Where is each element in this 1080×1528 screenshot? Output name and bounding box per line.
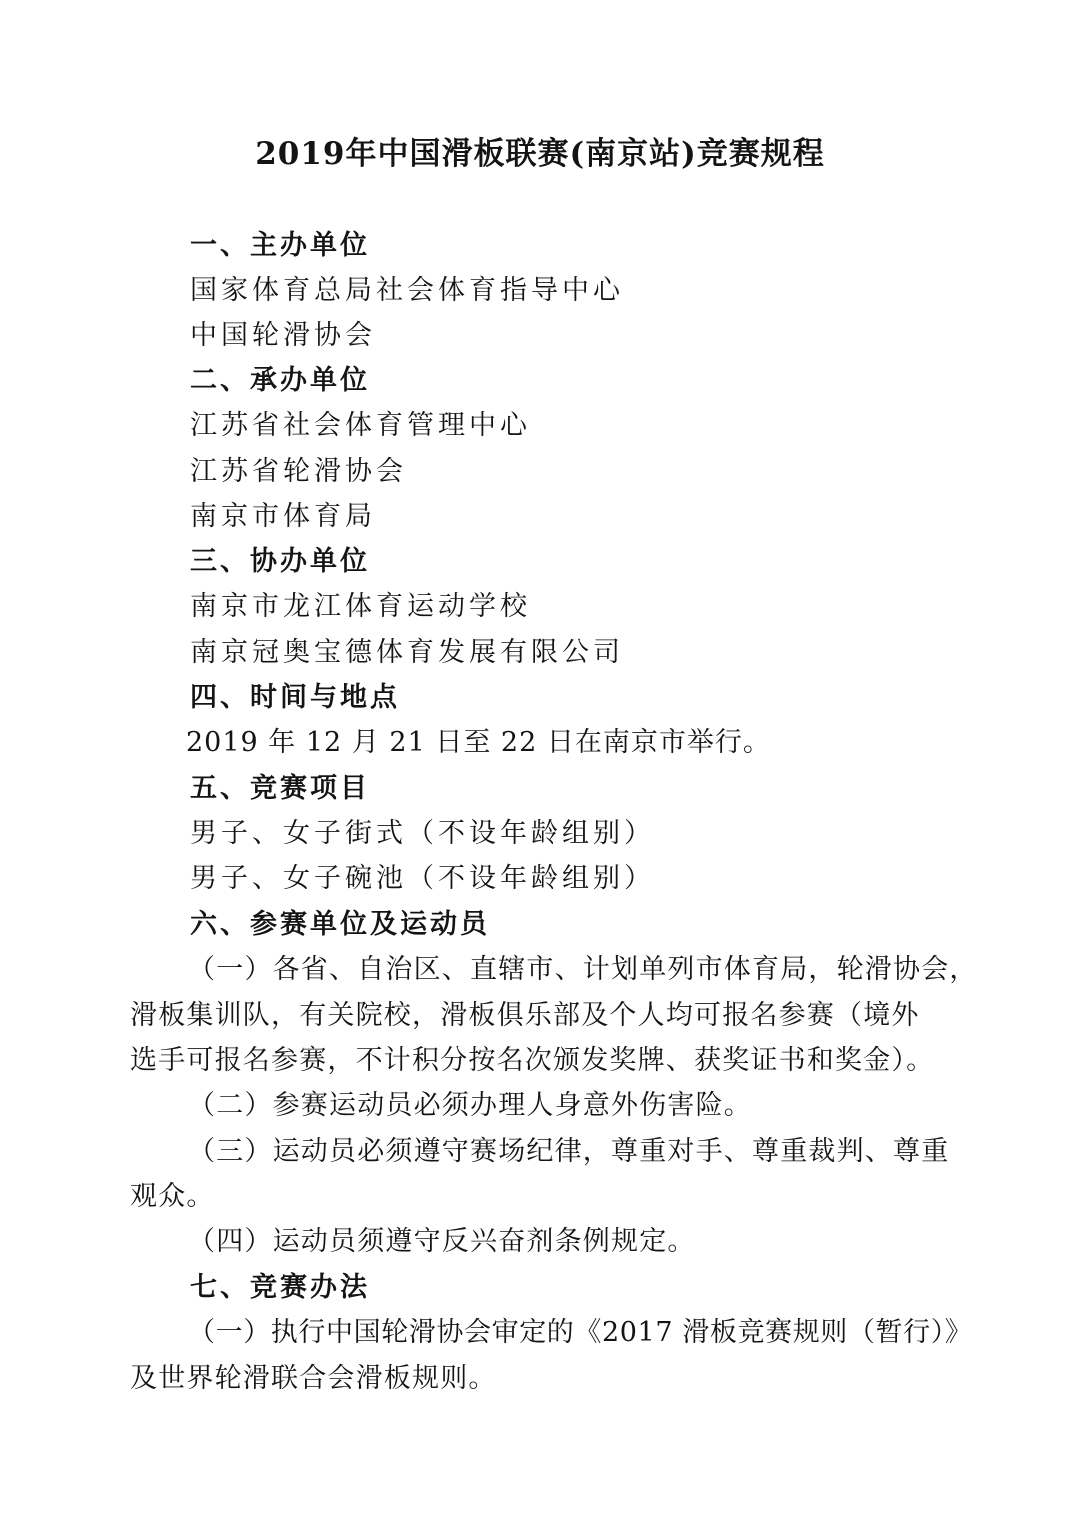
methods-para-1: （一）执行中国轮滑协会审定的《2017 滑板竞赛规则（暂行）》 xyxy=(188,1317,973,1348)
co-organizer-item: 南京冠奥宝德体育发展有限公司 xyxy=(190,637,624,668)
participants-para-2: （二）参赛运动员必须办理人身意外伤害险。 xyxy=(188,1090,752,1121)
section-heading-undertakers: 二、承办单位 xyxy=(190,365,370,396)
undertaker-item: 南京市体育局 xyxy=(190,501,376,532)
participants-para-1: （一）各省、自治区、直辖市、计划单列市体育局，轮滑协会， xyxy=(188,954,978,985)
participants-para-1: 滑板集训队，有关院校，滑板俱乐部及个人均可报名参赛（境外 xyxy=(130,1000,920,1031)
participants-para-4: （四）运动员须遵守反兴奋剂条例规定。 xyxy=(188,1226,696,1257)
participants-para-3: （三）运动员必须遵守赛场纪律，尊重对手、尊重裁判、尊重 xyxy=(188,1136,950,1167)
section-heading-methods: 七、竞赛办法 xyxy=(190,1272,370,1303)
section-heading-events: 五、竞赛项目 xyxy=(190,773,370,804)
section-heading-time-place: 四、时间与地点 xyxy=(190,682,400,713)
undertaker-item: 江苏省轮滑协会 xyxy=(190,456,407,487)
time-place-text: 2019 年 12 月 21 日至 22 日在南京市举行。 xyxy=(186,727,771,758)
methods-para-1: 及世界轮滑联合会滑板规则。 xyxy=(130,1363,497,1394)
section-heading-co-organizers: 三、协办单位 xyxy=(190,546,370,577)
document-title: 2019年中国滑板联赛(南京站)竞赛规程 xyxy=(255,136,825,172)
event-item: 男子、女子碗池（不设年龄组别） xyxy=(190,863,655,894)
event-item: 男子、女子街式（不设年龄组别） xyxy=(190,818,655,849)
section-heading-organizers: 一、主办单位 xyxy=(190,230,370,261)
section-heading-participants: 六、参赛单位及运动员 xyxy=(190,909,490,940)
co-organizer-item: 南京市龙江体育运动学校 xyxy=(190,591,531,622)
organizer-item: 中国轮滑协会 xyxy=(190,320,376,351)
participants-para-3: 观众。 xyxy=(130,1181,215,1212)
participants-para-1: 选手可报名参赛，不计积分按名次颁发奖牌、获奖证书和奖金）。 xyxy=(130,1045,935,1076)
organizer-item: 国家体育总局社会体育指导中心 xyxy=(190,275,624,306)
undertaker-item: 江苏省社会体育管理中心 xyxy=(190,410,531,441)
